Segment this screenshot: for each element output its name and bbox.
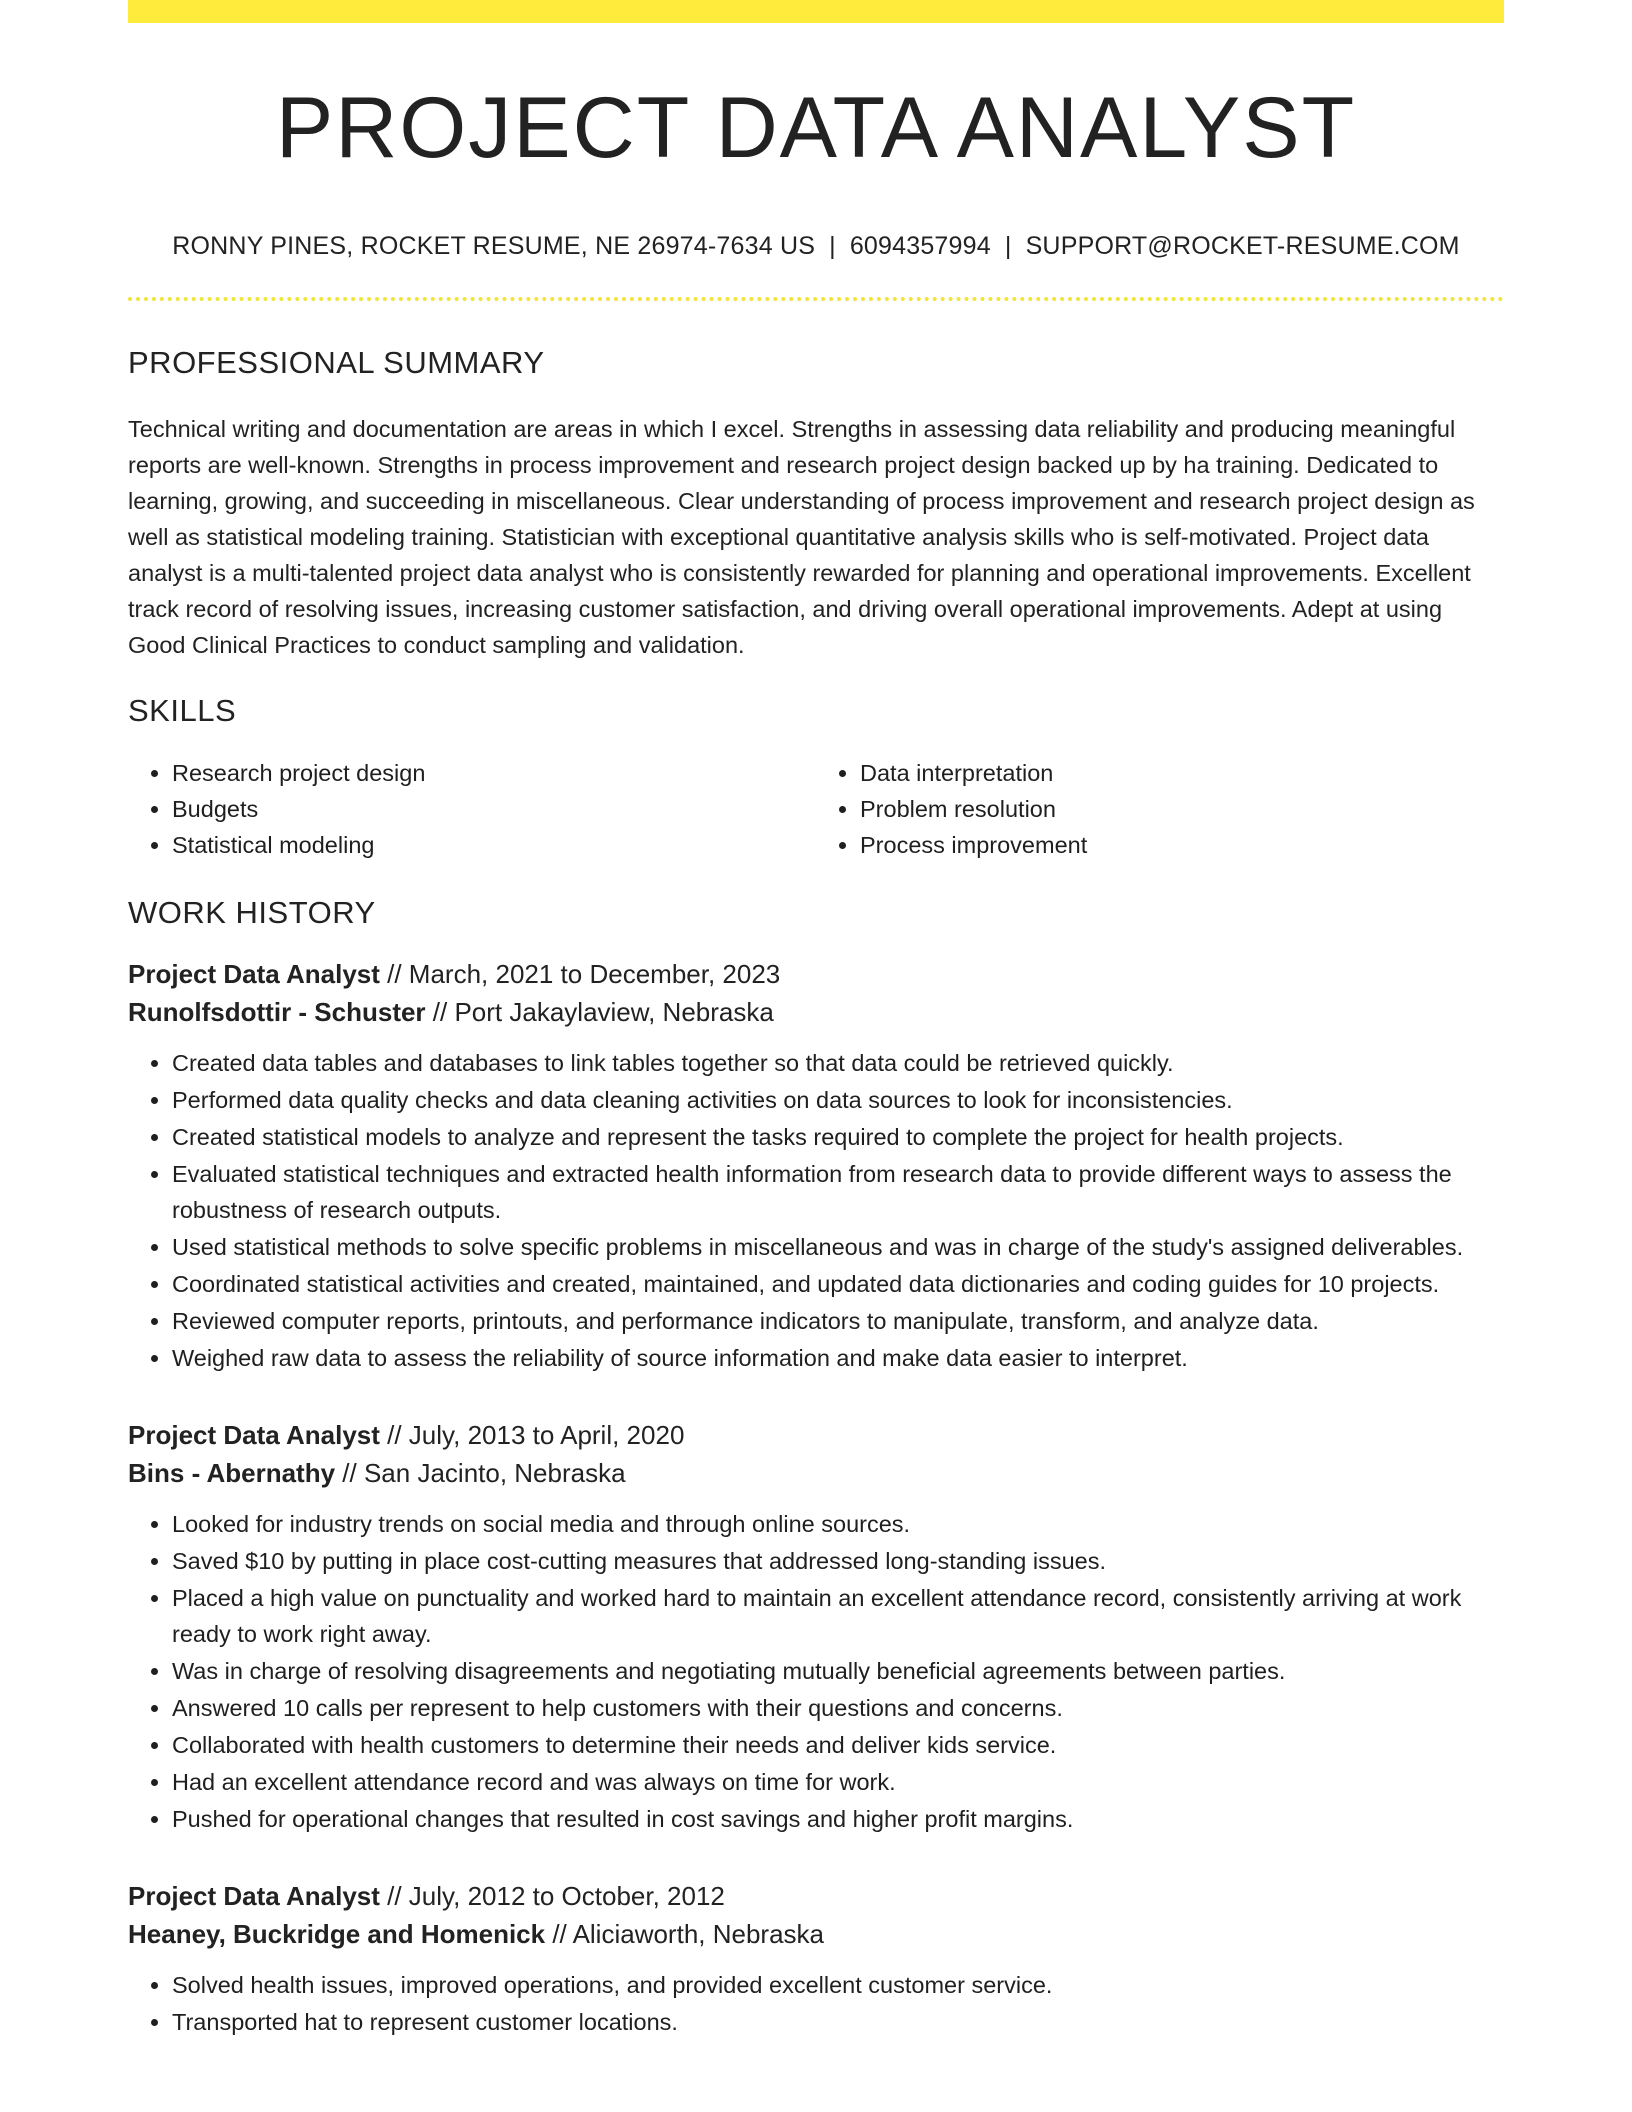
contact-email[interactable]: SUPPORT@ROCKET-RESUME.COM [1025,231,1460,260]
job-company-line [128,993,1504,1031]
job-company-line [128,1915,1504,1953]
skills-column-left [128,755,816,863]
contact-address: RONNY PINES, ROCKET RESUME, NE 26974-7634 US [172,231,816,260]
job-title: Project Data Analyst [128,1880,380,1911]
resume-page [128,0,1504,2041]
job-location: // Aliciaworth, Nebraska [552,1918,824,1949]
job-bullet: • Performed data quality checks and data cleaning activities on data sources to look for inconsistencies. [172,1082,1504,1118]
summary-heading: PROFESSIONAL SUMMARY [128,344,545,380]
skill-item: • Problem resolution [860,791,1504,827]
contact-phone: 6094357994 [849,231,991,260]
job-bullet: • Reviewed computer reports, printouts, and performance indicators to manipulate, transform, and analyze data. [172,1303,1504,1339]
job-company-line [128,1454,1504,1492]
job-location: // San Jacinto, Nebraska [342,1457,626,1488]
work-history-heading: WORK HISTORY [128,894,376,930]
header-divider [128,297,1504,301]
job-location: // Port Jakaylaview, Nebraska [432,996,774,1027]
job-entry [128,1416,1504,1837]
contact-separator: | [829,231,836,260]
job-bullet: • Was in charge of resolving disagreements and negotiating mutually beneficial agreements between parties. [172,1653,1504,1689]
job-bullet: • Answered 10 calls per represent to help customers with their questions and concerns. [172,1690,1504,1726]
job-entry [128,1877,1504,2040]
job-company: Runolfsdottir - Schuster [128,996,426,1027]
job-bullet: • Placed a high value on punctuality and worked hard to maintain an excellent attendance record, consistently arriving at work ready to work right away. [172,1580,1504,1652]
job-company: Bins - Abernathy [128,1457,336,1488]
job-bullet: • Created statistical models to analyze and represent the tasks required to complete the project for health projects. [172,1119,1504,1155]
job-bullets [128,1967,1504,2040]
job-bullet: • Coordinated statistical activities and created, maintained, and updated data dictionaries and coding guides for 10 projects. [172,1266,1504,1302]
job-title-line [128,1416,1504,1454]
job-title: Project Data Analyst [128,958,380,989]
job-bullet: • Had an excellent attendance record and was always on time for work. [172,1764,1504,1800]
job-title-line [128,1877,1504,1915]
job-bullet: • Transported hat to represent customer locations. [172,2004,1504,2040]
skill-item: • Data interpretation [860,755,1504,791]
job-bullet: • Used statistical methods to solve specific problems in miscellaneous and was in charge of the study's assigned deliverables. [172,1229,1504,1265]
job-dates: // March, 2021 to December, 2023 [387,958,781,989]
job-bullets [128,1506,1504,1837]
skill-item: • Process improvement [860,827,1504,863]
job-bullet: • Evaluated statistical techniques and extracted health information from research data to provide different ways to assess the robustness of research outputs. [172,1156,1504,1228]
contact-line [128,232,1504,261]
top-accent-bar [128,0,1504,23]
skills-column-right [816,755,1504,863]
job-dates: // July, 2013 to April, 2020 [387,1419,685,1450]
job-dates: // July, 2012 to October, 2012 [387,1880,725,1911]
skill-item: • Statistical modeling [172,827,816,863]
job-bullets [128,1045,1504,1376]
job-bullet: • Looked for industry trends on social media and through online sources. [172,1506,1504,1542]
job-bullet: • Collaborated with health customers to determine their needs and deliver kids service. [172,1727,1504,1763]
skill-item: • Research project design [172,755,816,791]
job-bullet: • Solved health issues, improved operations, and provided excellent customer service. [172,1967,1504,2003]
job-company: Heaney, Buckridge and Homenick [128,1918,546,1949]
contact-separator: | [1004,231,1012,260]
job-title-line [128,955,1504,993]
job-title: Project Data Analyst [128,1419,380,1450]
skill-item: • Budgets [172,791,816,827]
job-bullet: • Saved $10 by putting in place cost-cutting measures that addressed long-standing issues. [172,1543,1504,1579]
job-bullet: • Created data tables and databases to link tables together so that data could be retrieved quickly. [172,1045,1504,1081]
page-title: PROJECT DATA ANALYST [275,80,1357,176]
skills-list [128,755,1504,863]
job-entry [128,955,1504,1376]
skills-heading: SKILLS [128,692,237,728]
job-bullet: • Weighed raw data to assess the reliability of source information and make data easier to interpret. [172,1340,1504,1376]
summary-text: Technical writing and documentation are areas in which I excel. Strengths in assessing data reliability and producing meaningful reports are well-known. Strengths in process improvement and research project design backed up by ha training. Dedicated to learning, growing, and succeeding in miscellaneous. Clear understanding of process improvement and research project design as well as statistical modeling training. Statistician with exceptional quantitative analysis skills who is self-motivated. Project data analyst is a multi-talented project data analyst who is consistently rewarded for planning and operational improvements. Excellent track record of resolving issues, increasing customer satisfaction, and driving overall operational improvements. Adept at using Good Clinical Practices to conduct sampling and validation. [128,415,1475,658]
job-bullet: • Pushed for operational changes that resulted in cost savings and higher profit margins. [172,1801,1504,1837]
